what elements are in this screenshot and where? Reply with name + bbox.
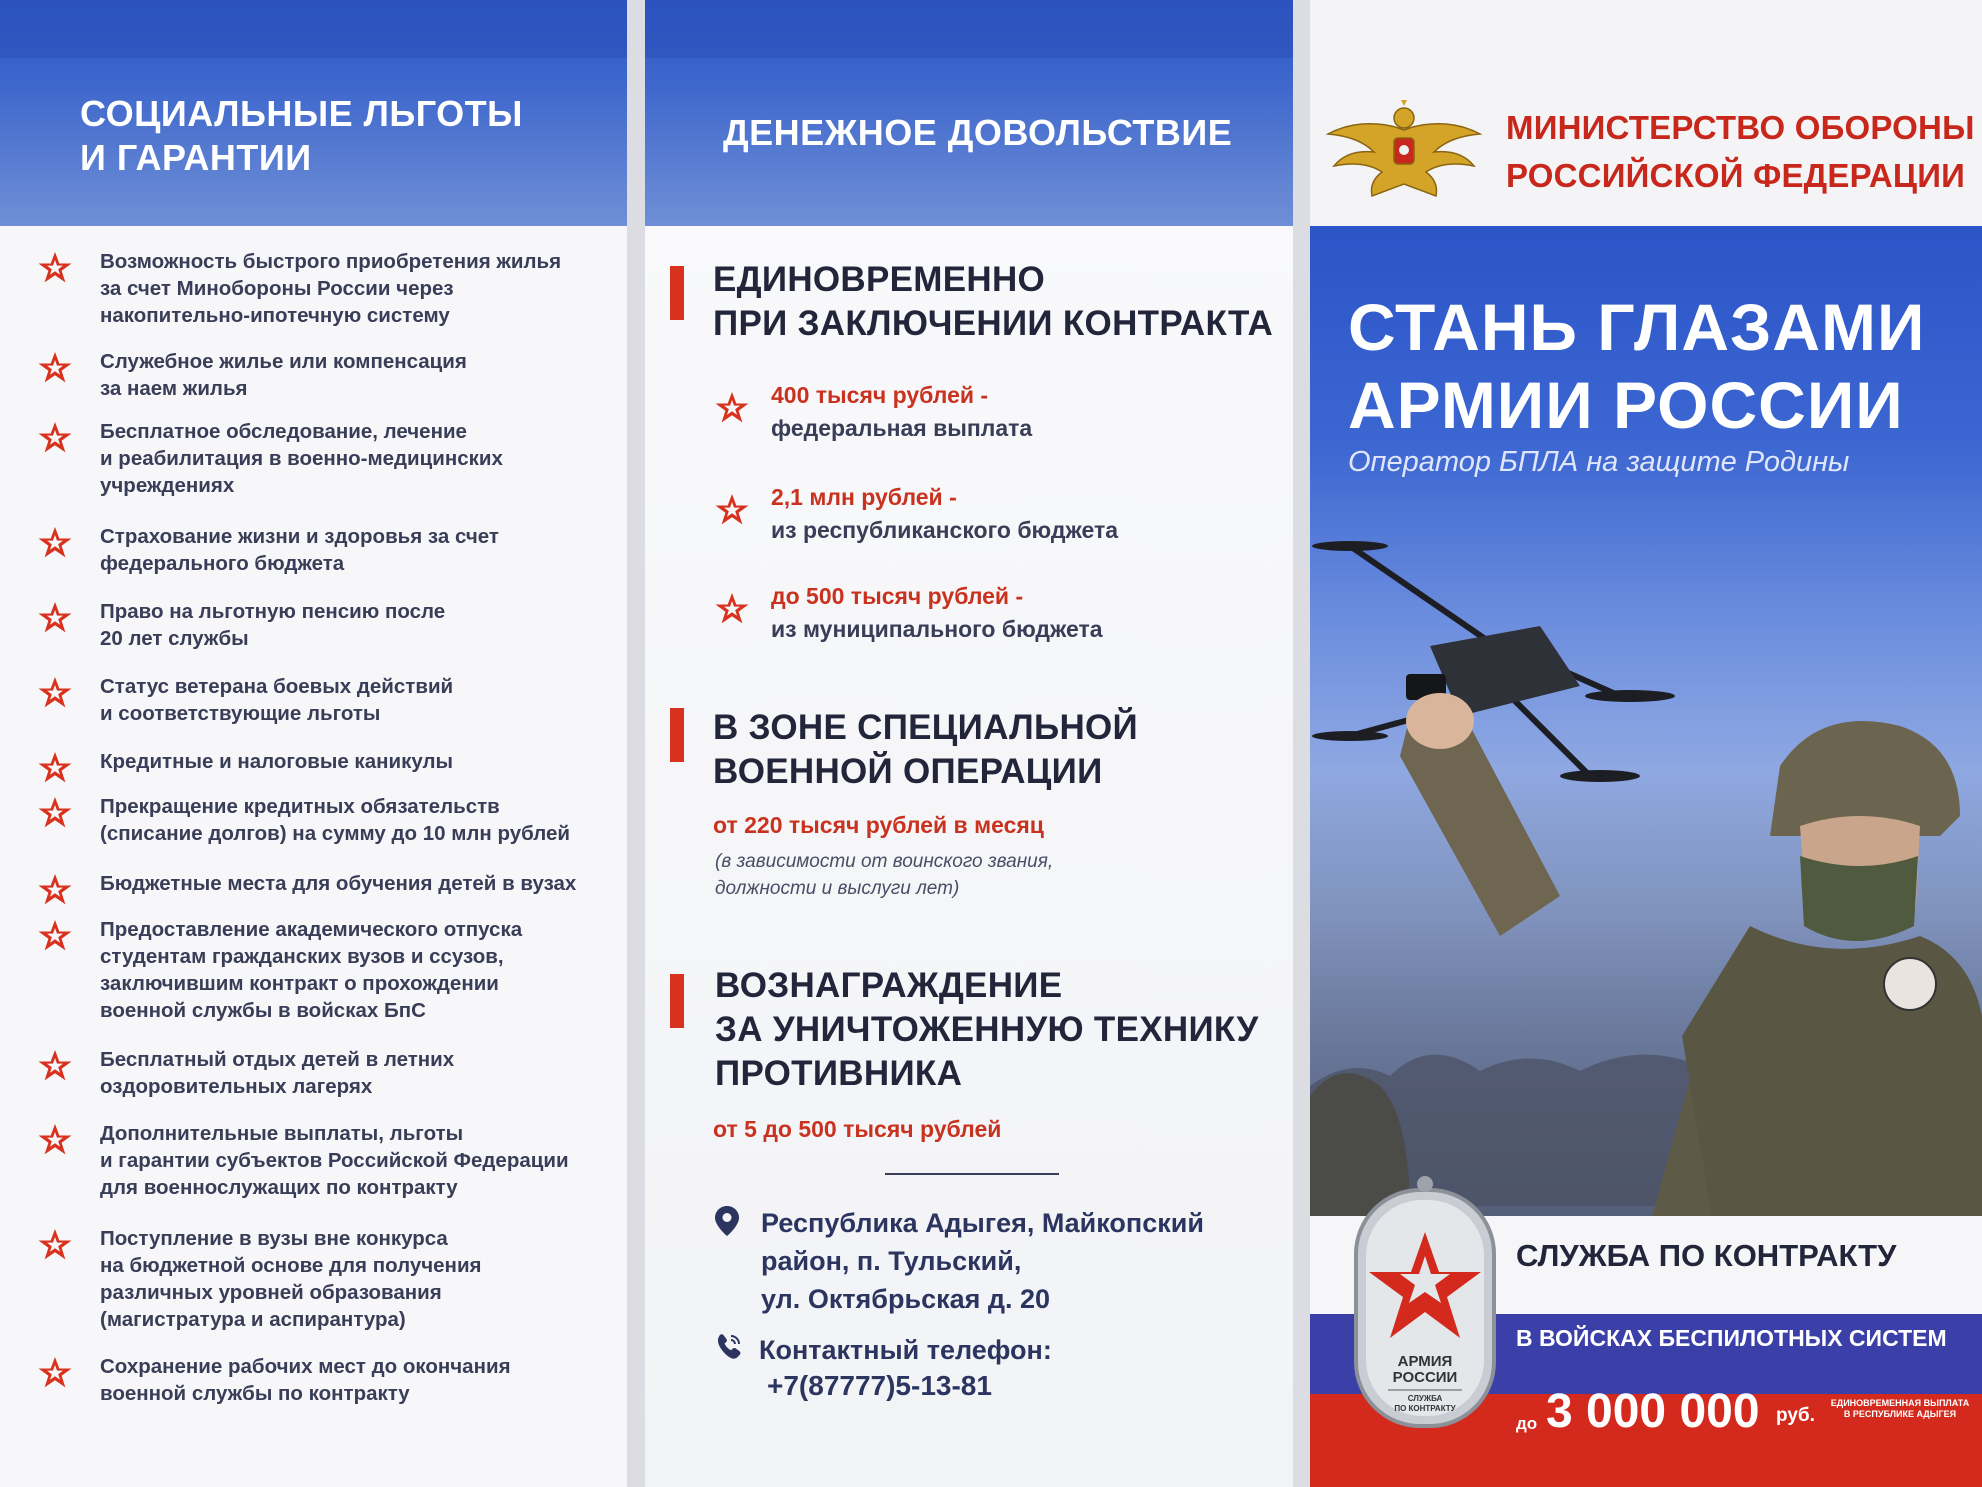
benefit-text: Возможность быстрого приобретения жилья за счет Минобороны России через накопительно-ипотечную систему: [100, 250, 562, 327]
section2-amount: от 220 тысяч рублей в месяц: [713, 812, 1044, 838]
payment-source: из республиканского бюджета: [771, 517, 1119, 543]
location-pin-icon: [715, 1206, 739, 1236]
benefit-text: Бесплатный отдых детей в летних оздоровительных лагерях: [100, 1048, 455, 1098]
section2-note: (в зависимости от воинского звания, должности и выслуги лет): [715, 851, 1054, 899]
section3-title: ВОЗНАГРАЖДЕНИЕ ЗА УНИЧТОЖЕННУЮ ТЕХНИКУ ПРОТИВНИКА: [715, 966, 1259, 1093]
soldier-drone-photo: [1310, 526, 1982, 1216]
star-icon: [38, 420, 72, 454]
star-icon: [38, 795, 72, 829]
benefit-text: Бюджетные места для обучения детей в вузах: [100, 872, 577, 895]
benefits-panel: [0, 0, 627, 1487]
star-icon: [38, 675, 72, 709]
payment-source: из муниципального бюджета: [771, 616, 1103, 642]
money-unit: руб.: [1776, 1405, 1815, 1426]
benefit-text: Служебное жилье или компенсация за наем жилья: [100, 350, 467, 400]
payment-source: федеральная выплата: [771, 415, 1033, 441]
star-icon: [38, 1122, 72, 1156]
star-icon: [38, 750, 72, 784]
benefit-text: Прекращение кредитных обязательств (списание долгов) на сумму до 10 млн рублей: [100, 795, 571, 845]
benefit-text: Бесплатное обследование, лечение и реабилитация в военно-медицинских учреждениях: [100, 420, 503, 497]
address: Республика Адыгея, Майкопский район, п. Тульский, ул. Октябрьская д. 20: [761, 1208, 1204, 1314]
star-icon: [715, 492, 749, 526]
star-icon: [38, 872, 72, 906]
money-note: ЕДИНОВРЕМЕННАЯ ВЫПЛАТА В РЕСПУБЛИКЕ АДЫГЕЯ: [1830, 1398, 1970, 1419]
benefit-text: Предоставление академического отпуска студентам гражданских вузов и ссузов, заключившим контракт о прохождении военной службы в войсках БпС: [100, 918, 523, 1022]
star-icon: [715, 591, 749, 625]
badge-sub-line1: СЛУЖБА: [1407, 1394, 1443, 1403]
section1-title: ЕДИНОВРЕМЕННО ПРИ ЗАКЛЮЧЕНИИ КОНТРАКТА: [713, 260, 1274, 343]
star-icon: [38, 600, 72, 634]
money-prefix: до: [1516, 1414, 1538, 1433]
star-icon: [38, 250, 72, 284]
star-icon: [715, 390, 749, 424]
payment-amount: до 500 тысяч рублей -: [771, 583, 1024, 609]
eagle-emblem-icon: [1324, 100, 1484, 204]
benefit-text: Страхование жизни и здоровья за счет федерального бюджета: [100, 525, 499, 575]
pay-panel: [645, 0, 1293, 1487]
poster-panel: [1310, 0, 1982, 1487]
payment-amount: 2,1 млн рублей -: [771, 484, 957, 510]
contract-title: СЛУЖБА ПО КОНТРАКТУ: [1516, 1238, 1897, 1273]
benefit-text: Статус ветерана боевых действий и соответствующие льготы: [100, 675, 454, 725]
pay-title: ДЕНЕЖНОЕ ДОВОЛЬСТВИЕ: [723, 112, 1233, 153]
phone-label: Контактный телефон:: [759, 1335, 1052, 1365]
ministry-title: МИНИСТЕРСТВО ОБОРОНЫ РОССИЙСКОЙ ФЕДЕРАЦИИ: [1506, 109, 1975, 194]
phone-icon: [713, 1332, 743, 1362]
section3-marker: [670, 974, 684, 1028]
section2-title: В ЗОНЕ СПЕЦИАЛЬНОЙ ВОЕННОЙ ОПЕРАЦИИ: [713, 708, 1139, 791]
section2-marker: [670, 708, 684, 762]
star-icon: [38, 1048, 72, 1082]
star-icon: [38, 918, 72, 952]
benefits-title: СОЦИАЛЬНЫЕ ЛЬГОТЫ И ГАРАНТИИ: [80, 93, 523, 178]
benefit-text: Дополнительные выплаты, льготы и гарантии субъектов Российской Федерации для военнослужащих по контракту: [100, 1122, 569, 1199]
star-icon: [38, 1227, 72, 1261]
benefit-text: Поступление в вузы вне конкурса на бюджетной основе для получения различных уровней образования (магистратура и аспирантура): [100, 1227, 482, 1331]
benefit-text: Право на льготную пенсию после 20 лет службы: [100, 600, 446, 650]
money-value: 3 000 000: [1546, 1385, 1760, 1438]
phone-number[interactable]: +7(87777)5-13-81: [767, 1370, 992, 1401]
section1-marker: [670, 266, 684, 320]
badge-text-line2: РОССИИ: [1392, 1369, 1458, 1386]
star-icon: [38, 350, 72, 384]
army-dog-tag-badge: [1350, 1170, 1500, 1430]
contract-subtitle: В ВОЙСКАХ БЕСПИЛОТНЫХ СИСТЕМ: [1516, 1325, 1947, 1351]
recruitment-poster: [1310, 226, 1982, 1216]
poster-title: СТАНЬ ГЛАЗАМИ АРМИИ РОССИИ: [1348, 290, 1926, 442]
benefit-text: Кредитные и налоговые каникулы: [100, 750, 453, 773]
benefits-header: [0, 0, 627, 226]
ministry-header: [1310, 0, 1982, 226]
badge-sub-line2: ПО КОНТРАКТУ: [1394, 1404, 1456, 1413]
payment-amount: 400 тысяч рублей -: [771, 382, 989, 408]
section3-amount: от 5 до 500 тысяч рублей: [713, 1116, 1002, 1142]
star-icon: [38, 525, 72, 559]
badge-text-line1: АРМИЯ: [1397, 1353, 1453, 1370]
benefit-text: Сохранение рабочих мест до окончания военной службы по контракту: [100, 1355, 511, 1405]
pay-header: [645, 0, 1293, 226]
divider: [885, 1173, 1059, 1175]
star-icon: [38, 1355, 72, 1389]
poster-subtitle: Оператор БПЛА на защите Родины: [1348, 446, 1850, 478]
